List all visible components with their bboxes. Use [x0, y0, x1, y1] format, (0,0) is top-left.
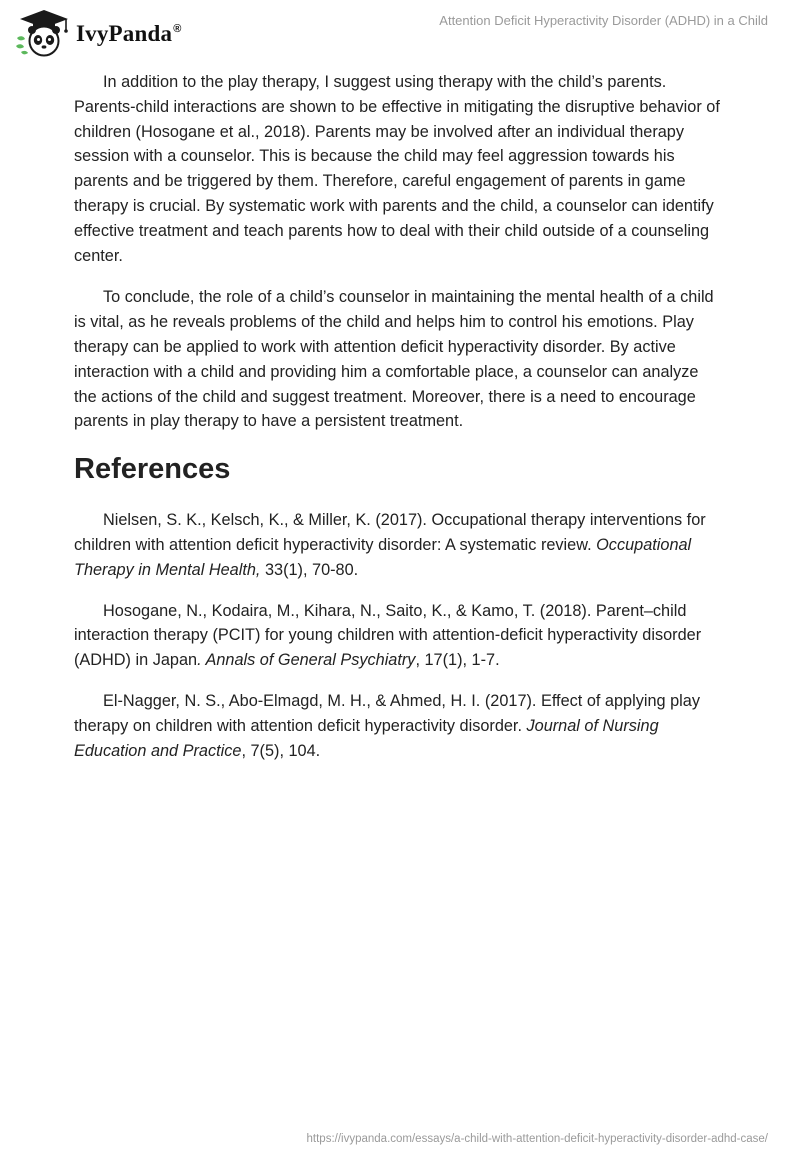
brand-name: IvyPanda®	[76, 21, 182, 46]
page-header	[0, 0, 800, 70]
ivypanda-logo[interactable]	[14, 8, 182, 58]
reference-authors: Hosogane, N., Kodaira, M., Kihara, N., Saito, K., & Kamo, T. (2018). Parent–child interaction therapy (PCIT) for young children with attention-deficit hyperactivity disorder (ADHD) in Japan	[74, 601, 702, 670]
reference-source: Occupational Therapy in Mental Health,	[74, 535, 692, 579]
reference-source: . Annals of General Psychiatry	[197, 651, 416, 670]
panda-graduation-cap-logo-icon	[14, 8, 72, 58]
reference-details: 33(1), 70-80.	[260, 560, 359, 579]
reference-authors: Nielsen, S. K., Kelsch, K., & Miller, K. (2017). Occupational therapy interventions for children with attention deficit hyperactivity disorder: A systematic review.	[74, 511, 706, 554]
document-title: Attention Deficit Hyperactivity Disorder (ADHD) in a Child	[439, 13, 768, 28]
reference-entry	[74, 599, 724, 673]
reference-entry	[74, 689, 724, 763]
body-paragraph: To conclude, the role of a child’s counselor in maintaining the mental health of a child is vital, as he reveals problems of the child and helps him to control his emotions. Play therapy can be applied to work with attention deficit hyperactivity disorder. By active interaction with a child and providing him a comfortable place, a counselor can analyze the actions of the child and suggest treatment. Moreover, there is a need to encourage parents in play therapy to have a persistent treatment.	[74, 288, 714, 431]
reference-details: , 7(5), 104.	[241, 741, 321, 760]
source-url-link[interactable]: https://ivypanda.com/essays/a-child-with-attention-deficit-hyperactivity-disorder-adhd-case/	[306, 1133, 768, 1145]
reference-entry	[74, 508, 724, 582]
registered-mark: ®	[173, 23, 182, 36]
essay-content	[74, 70, 724, 779]
references-heading: References	[74, 453, 231, 486]
body-paragraph: In addition to the play therapy, I suggest using therapy with the child’s parents. Parents-child interactions are shown to be effective in mitigating the disruptive behavior of children (Hosogane et al., 2018). Parents may be involved after an individual therapy session with a counselor. This is because the child may feel aggression towards his parents and be triggered by them. Therefore, careful engagement of parents in game therapy is crucial. By systematic work with parents and the child, a counselor can identify effective treatment and teach parents how to deal with their child outside of a counseling center.	[74, 73, 720, 265]
reference-source: Journal of Nursing Education and Practice	[74, 716, 659, 760]
reference-details: , 17(1), 1-7.	[415, 651, 500, 670]
reference-authors: El-Nagger, N. S., Abo-Elmagd, M. H., & Ahmed, H. I. (2017). Effect of applying play therapy on children with attention deficit hyperactivity disorder.	[74, 691, 700, 735]
